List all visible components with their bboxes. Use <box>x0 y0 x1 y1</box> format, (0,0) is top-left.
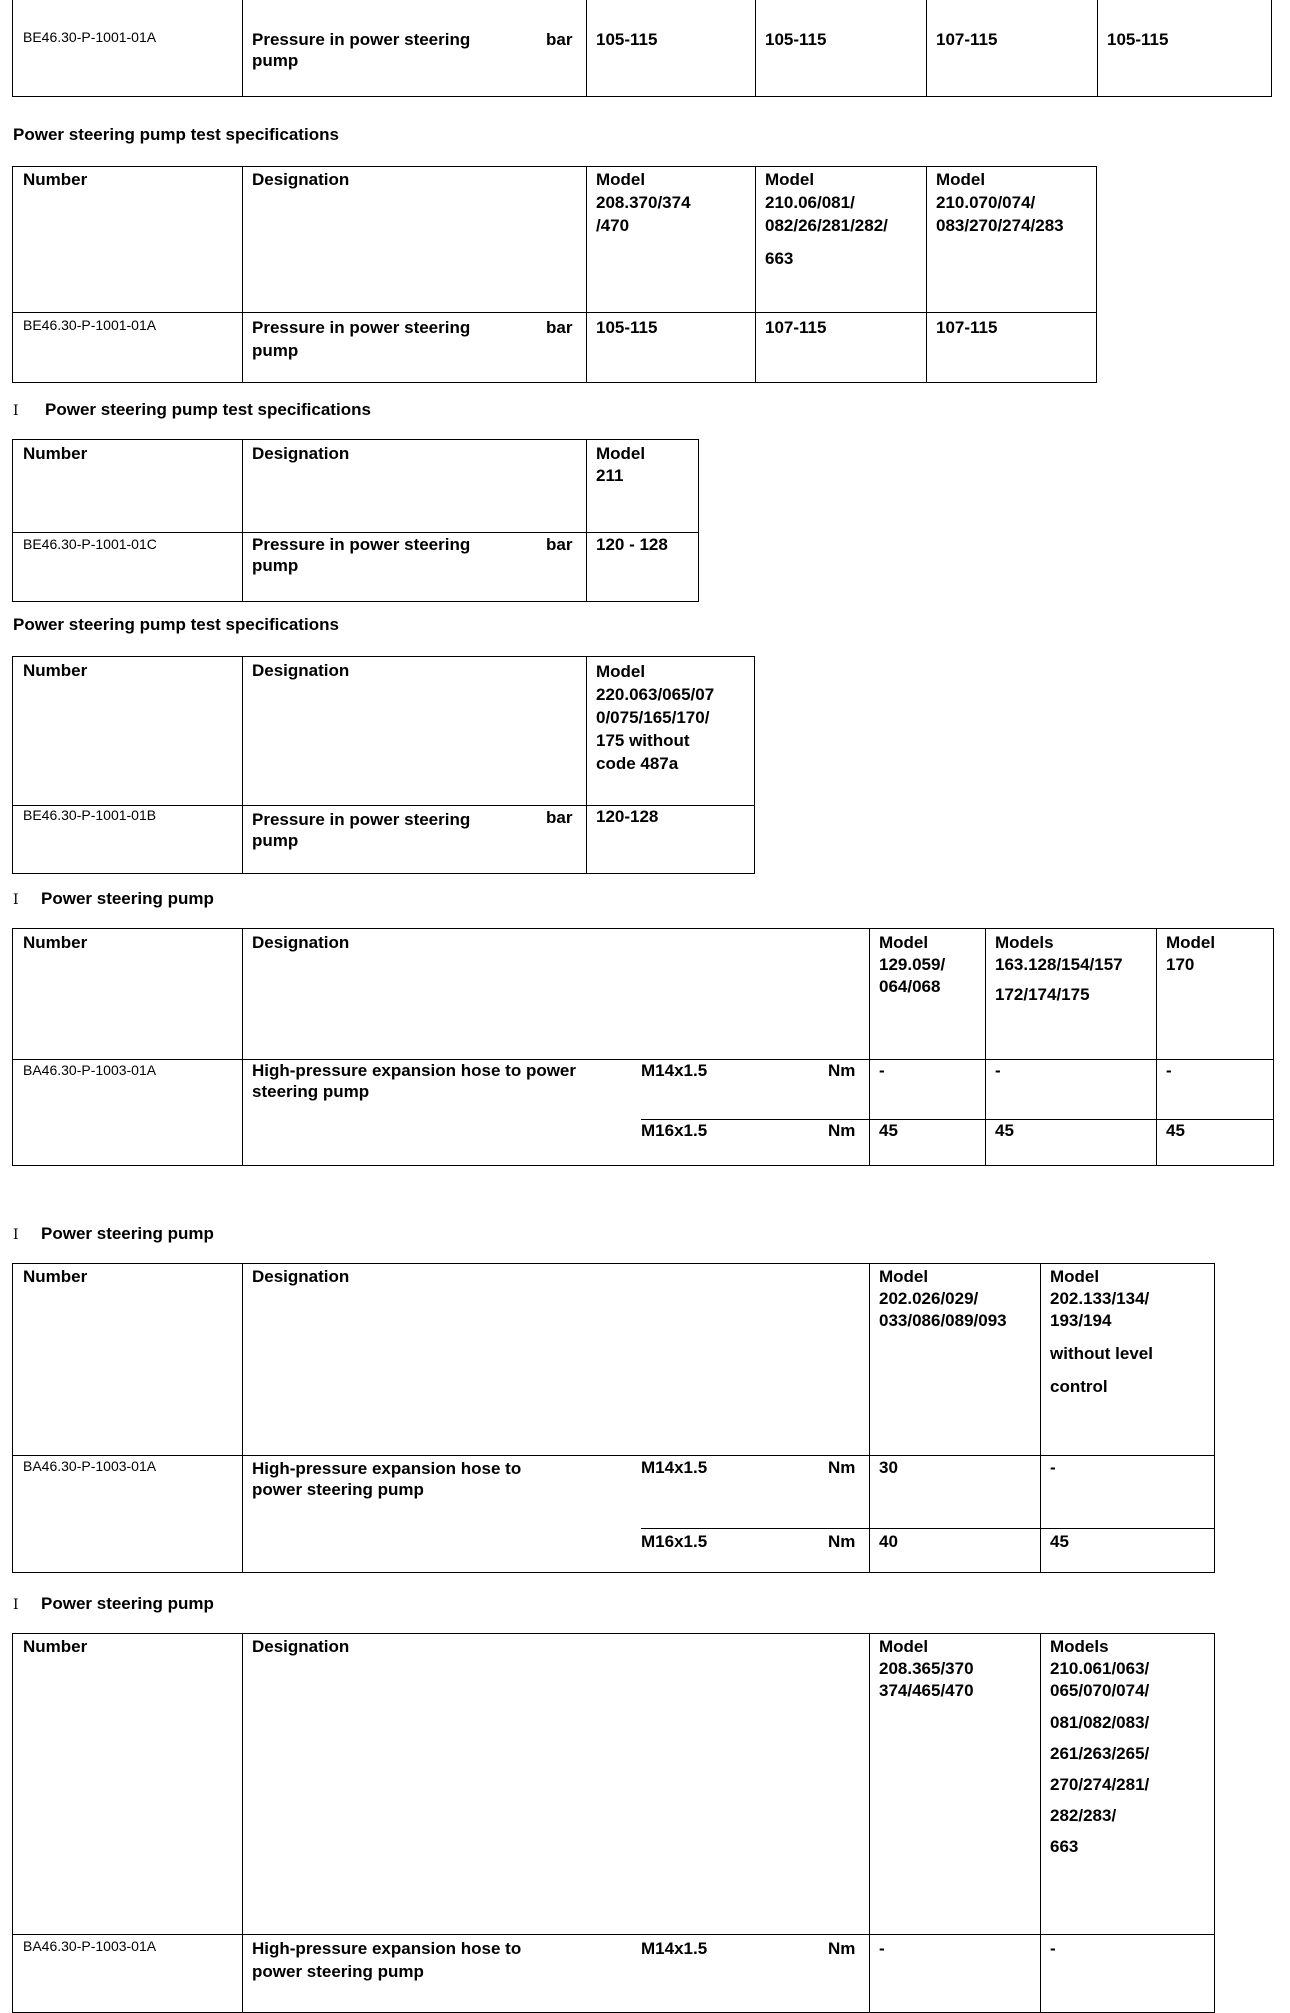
model-header: Models <box>1050 1637 1109 1656</box>
model-header: Models <box>995 933 1054 952</box>
thread-cell: M14x1.5 <box>641 1061 708 1080</box>
model-header: 663 <box>1050 1837 1079 1856</box>
header-designation: Designation <box>252 444 350 463</box>
header-designation: Designation <box>252 1637 350 1656</box>
designation-line-2: pump <box>252 51 299 70</box>
model-header: Model <box>1050 1267 1100 1286</box>
value-cell: 120 - 128 <box>596 535 668 554</box>
header-number: Number <box>23 444 88 463</box>
value-cell: 45 <box>1166 1121 1185 1140</box>
heading-text: Power steering pump <box>41 1224 214 1243</box>
model-header: without level <box>1050 1344 1153 1363</box>
table-3 <box>12 656 755 874</box>
thread-cell: M14x1.5 <box>641 1939 708 1958</box>
list-marker: I <box>13 1597 19 1613</box>
model-header: 261/263/265/ <box>1050 1744 1150 1763</box>
number-cell: BE46.30-P-1001-01B <box>23 807 157 823</box>
unit-cell: Nm <box>828 1939 856 1958</box>
model-header: 163.128/154/157 <box>995 955 1123 974</box>
value-cell: 120-128 <box>596 807 659 826</box>
unit-cell: bar <box>546 535 573 554</box>
value-cell: 105-115 <box>596 318 658 337</box>
designation-line-2: pump <box>252 831 299 850</box>
table-6 <box>12 1633 1215 2013</box>
unit-cell: bar <box>546 318 573 337</box>
value-cell: 105-115 <box>765 30 827 49</box>
list-marker: I <box>13 403 19 419</box>
model-header: 193/194 <box>1050 1311 1112 1330</box>
thread-cell: M16x1.5 <box>641 1121 708 1140</box>
value-cell: 105-115 <box>596 30 658 49</box>
model-header: 210.06/081/ <box>765 193 855 212</box>
table-0 <box>12 0 1272 97</box>
model-header: 0/075/165/170/ <box>596 708 710 727</box>
model-header: control <box>1050 1377 1108 1396</box>
value-cell: 45 <box>879 1121 898 1140</box>
model-header: 374/465/470 <box>879 1681 974 1700</box>
unit-cell: bar <box>546 808 573 827</box>
unit-cell: Nm <box>828 1061 856 1080</box>
table-4 <box>12 928 1274 1166</box>
model-header: 129.059/ <box>879 955 946 974</box>
designation-line-1: High-pressure expansion hose to <box>252 1939 522 1958</box>
header-number: Number <box>23 170 88 189</box>
model-header: 208.365/370 <box>879 1659 974 1678</box>
designation-line-1: Pressure in power steering <box>252 535 471 554</box>
unit-cell: Nm <box>828 1121 856 1140</box>
thread-cell: M14x1.5 <box>641 1458 708 1477</box>
value-cell: - <box>1050 1939 1056 1958</box>
section-heading <box>13 1224 214 1244</box>
model-header: 082/26/281/282/ <box>765 216 888 235</box>
value-cell: 107-115 <box>765 318 827 337</box>
table-1 <box>12 166 1097 383</box>
designation-line-2: steering pump <box>252 1082 370 1101</box>
value-cell: - <box>879 1061 885 1080</box>
model-header: 202.026/029/ <box>879 1289 979 1308</box>
model-header: 065/070/074/ <box>1050 1681 1150 1700</box>
designation-line-2: pump <box>252 341 299 360</box>
designation-line-2: power steering pump <box>252 1962 424 1981</box>
model-header: Model <box>879 933 929 952</box>
header-number: Number <box>23 1637 88 1656</box>
value-cell: 30 <box>879 1458 898 1477</box>
value-cell: - <box>995 1061 1001 1080</box>
designation-line-1: Pressure in power steering <box>252 30 471 49</box>
list-marker: I <box>13 892 19 908</box>
header-designation: Designation <box>252 170 350 189</box>
designation-line-2: pump <box>252 556 299 575</box>
number-cell: BE46.30-P-1001-01C <box>23 536 157 552</box>
value-cell: 107-115 <box>936 318 998 337</box>
model-header: 210.061/063/ <box>1050 1659 1150 1678</box>
value-cell: - <box>879 1939 885 1958</box>
model-header: 081/082/083/ <box>1050 1713 1150 1732</box>
number-cell: BA46.30-P-1003-01A <box>23 1938 157 1954</box>
value-cell: 45 <box>1050 1532 1069 1551</box>
model-header: 202.133/134/ <box>1050 1289 1150 1308</box>
value-cell: 40 <box>879 1532 898 1551</box>
table-2 <box>12 439 699 602</box>
header-designation: Designation <box>252 661 350 680</box>
unit-cell: Nm <box>828 1532 856 1551</box>
section-heading <box>13 1594 214 1614</box>
header-designation: Designation <box>252 1267 350 1286</box>
designation-line-1: Pressure in power steering <box>252 318 471 337</box>
section-heading: Power steering pump test specifications <box>13 125 339 144</box>
heading-text: Power steering pump <box>41 889 214 908</box>
number-cell: BA46.30-P-1003-01A <box>23 1062 157 1078</box>
value-cell: 107-115 <box>936 30 998 49</box>
model-header: Model <box>1166 933 1216 952</box>
model-header: 170 <box>1166 955 1195 974</box>
list-marker: I <box>13 1227 19 1243</box>
heading-text: Power steering pump <box>41 1594 214 1613</box>
model-header: 663 <box>765 249 794 268</box>
model-header: Model <box>596 662 646 681</box>
model-header: Model <box>765 170 815 189</box>
model-header: 033/086/089/093 <box>879 1311 1007 1330</box>
number-cell: BE46.30-P-1001-01A <box>23 317 157 333</box>
model-header: 083/270/274/283 <box>936 216 1064 235</box>
value-cell: 45 <box>995 1121 1014 1140</box>
header-number: Number <box>23 661 88 680</box>
model-header: 172/174/175 <box>995 985 1090 1004</box>
header-number: Number <box>23 1267 88 1286</box>
model-header: Model <box>879 1637 929 1656</box>
unit-cell: bar <box>546 30 573 49</box>
model-header: Model <box>596 170 646 189</box>
model-header: 270/274/281/ <box>1050 1775 1150 1794</box>
model-header: code 487a <box>596 754 679 773</box>
model-header: 211 <box>596 466 624 485</box>
section-heading: Power steering pump test specifications <box>13 615 339 634</box>
heading-text: Power steering pump test specifications <box>45 400 371 419</box>
model-header: 175 without <box>596 731 690 750</box>
model-header: Model <box>936 170 986 189</box>
number-cell: BE46.30-P-1001-01A <box>23 29 157 45</box>
model-header: 064/068 <box>879 977 941 996</box>
model-header: /470 <box>596 216 630 235</box>
model-header: 210.070/074/ <box>936 193 1036 212</box>
value-cell: - <box>1050 1458 1056 1477</box>
model-header: Model <box>596 444 646 463</box>
thread-cell: M16x1.5 <box>641 1532 708 1551</box>
designation-line-1: High-pressure expansion hose to <box>252 1459 522 1478</box>
model-header: 220.063/065/07 <box>596 685 715 704</box>
section-heading <box>13 889 214 909</box>
model-header: 282/283/ <box>1050 1806 1117 1825</box>
model-header: 208.370/374 <box>596 193 691 212</box>
designation-line-1: High-pressure expansion hose to power <box>252 1061 577 1080</box>
header-number: Number <box>23 933 88 952</box>
model-header: Model <box>879 1267 929 1286</box>
unit-cell: Nm <box>828 1458 856 1477</box>
section-heading <box>13 400 371 420</box>
designation-line-1: Pressure in power steering <box>252 810 471 829</box>
designation-line-2: power steering pump <box>252 1480 424 1499</box>
value-cell: 105-115 <box>1107 30 1169 49</box>
header-designation: Designation <box>252 933 350 952</box>
number-cell: BA46.30-P-1003-01A <box>23 1458 157 1474</box>
table-5 <box>12 1263 1215 1573</box>
value-cell: - <box>1166 1061 1172 1080</box>
